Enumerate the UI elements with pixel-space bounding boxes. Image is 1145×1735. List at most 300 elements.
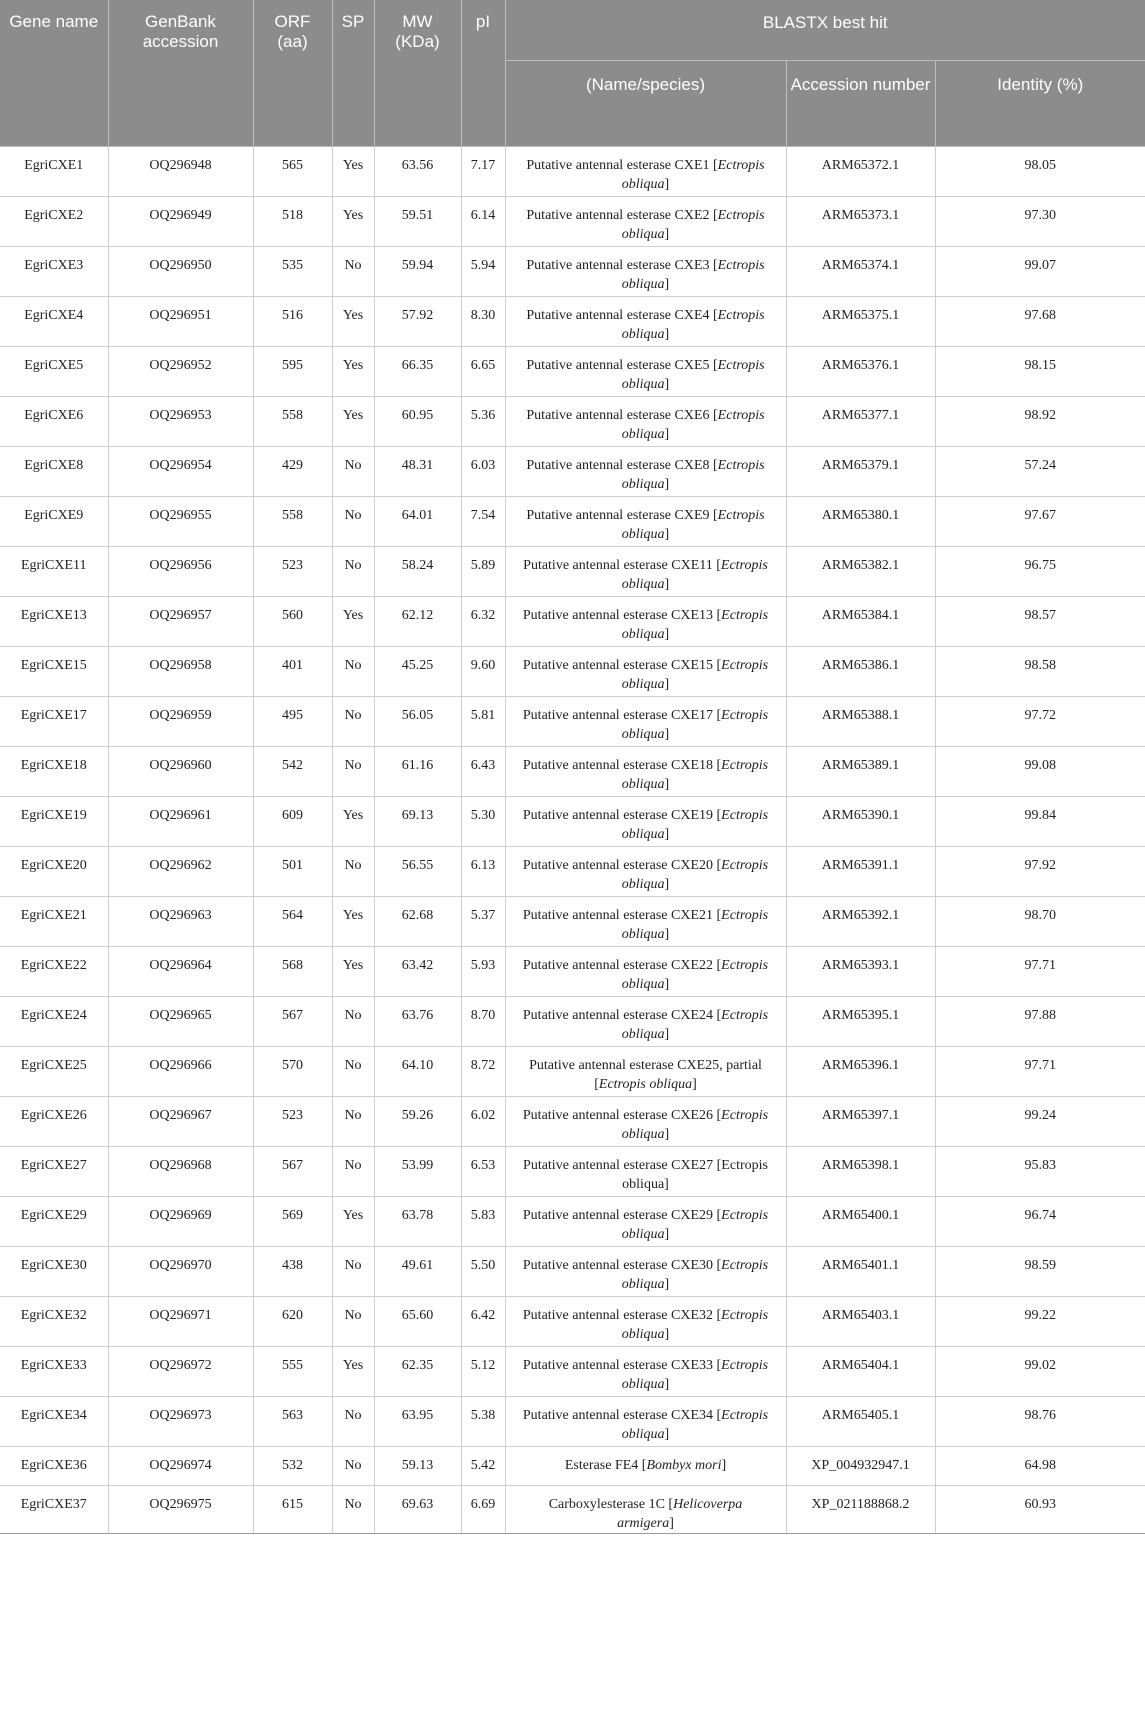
hit-species: Bombyx mori [646,1458,722,1473]
cell-blastx-hit [505,897,786,947]
cell-mw: 59.13 [374,1447,461,1486]
cell-orf: 569 [253,1197,332,1247]
cell-orf: 518 [253,197,332,247]
cell-gene-name: EgriCXE33 [0,1347,108,1397]
cell-sp: Yes [332,197,374,247]
cell-blastx-hit [505,247,786,297]
cell-mw: 56.55 [374,847,461,897]
cell-accession: XP_004932947.1 [786,1447,935,1486]
hit-name: Putative antennal esterase CXE4 [ [526,308,718,323]
cell-mw: 60.95 [374,397,461,447]
cell-mw: 56.05 [374,697,461,747]
cell-mw: 62.68 [374,897,461,947]
cell-sp: No [332,1097,374,1147]
hit-species: Ectropis obliqua [621,658,769,692]
cell-blastx-hit [505,597,786,647]
cell-pi: 5.12 [461,1347,505,1397]
hit-species: Ectropis obliqua [621,908,769,942]
cell-sp: No [332,1297,374,1347]
hit-species: Ectropis obliqua [621,708,769,742]
cell-gene-name: EgriCXE27 [0,1147,108,1197]
cell-orf: 615 [253,1486,332,1534]
table-header [0,0,1145,147]
cell-gene-name: EgriCXE36 [0,1447,108,1486]
hit-bracket-close: ] [669,1516,674,1531]
hit-name: Putative antennal esterase CXE6 [ [526,408,718,423]
hit-bracket-close: ] [664,1377,670,1392]
cell-orf: 523 [253,547,332,597]
cell-gene-name: EgriCXE20 [0,847,108,897]
hit-bracket-close: ] [664,1227,670,1242]
cell-identity: 97.67 [935,497,1145,547]
cell-orf: 560 [253,597,332,647]
cell-blastx-hit [505,197,786,247]
hit-species: Ectropis obliqua [621,558,768,592]
cell-orf: 558 [253,397,332,447]
table-row [0,347,1145,397]
cell-genbank: OQ296959 [108,697,253,747]
hit-species: Ectropis obliqua [621,1408,769,1442]
cell-pi: 7.54 [461,497,505,547]
cell-pi: 6.69 [461,1486,505,1534]
cell-accession: ARM65372.1 [786,147,935,197]
hit-bracket-close: ] [664,627,670,642]
cell-identity: 98.59 [935,1247,1145,1297]
cell-genbank: OQ296957 [108,597,253,647]
cell-sp: No [332,1397,374,1447]
cell-blastx-hit [505,1486,786,1534]
cell-genbank: OQ296952 [108,347,253,397]
cell-accession: ARM65393.1 [786,947,935,997]
hit-species: Ectropis obliqua [621,308,765,342]
hit-bracket-close: ] [664,977,670,992]
hit-bracket-close: ] [664,327,670,342]
cell-blastx-hit [505,847,786,897]
table-row [0,247,1145,297]
cell-pi: 9.60 [461,647,505,697]
cell-accession: ARM65380.1 [786,497,935,547]
hit-species: Helicoverpa armigera [617,1497,743,1531]
cell-gene-name: EgriCXE9 [0,497,108,547]
cell-sp: No [332,1447,374,1486]
hit-species: Ectropis obliqua [621,1008,769,1042]
cell-mw: 63.95 [374,1397,461,1447]
cell-genbank: OQ296955 [108,497,253,547]
cell-gene-name: EgriCXE5 [0,347,108,397]
table-row [0,197,1145,247]
cell-pi: 6.53 [461,1147,505,1197]
cell-sp: No [332,847,374,897]
hit-name: Esterase FE4 [ [564,1458,647,1473]
cell-pi: 5.50 [461,1247,505,1297]
hit-species: Ectropis obliqua [621,858,769,892]
cell-gene-name: EgriCXE18 [0,747,108,797]
cell-orf: 542 [253,747,332,797]
cell-accession: ARM65374.1 [786,247,935,297]
cell-pi: 6.02 [461,1097,505,1147]
cell-genbank: OQ296965 [108,997,253,1047]
table-row [0,697,1145,747]
cell-sp: No [332,447,374,497]
hit-bracket-close: ] [664,1277,670,1292]
cell-blastx-hit [505,1297,786,1347]
cell-sp: No [332,547,374,597]
cell-identity: 99.24 [935,1097,1145,1147]
hit-bracket-close: ] [664,277,670,292]
cell-accession: ARM65386.1 [786,647,935,697]
cell-mw: 61.16 [374,747,461,797]
cell-gene-name: EgriCXE3 [0,247,108,297]
cell-genbank: OQ296967 [108,1097,253,1147]
cell-accession: ARM65392.1 [786,897,935,947]
table-row [0,1197,1145,1247]
header-accession-number: Accession number [786,61,935,147]
cell-accession: ARM65400.1 [786,1197,935,1247]
cell-sp: Yes [332,1197,374,1247]
cell-genbank: OQ296975 [108,1486,253,1534]
cell-gene-name: EgriCXE11 [0,547,108,597]
cell-mw: 49.61 [374,1247,461,1297]
cell-blastx-hit [505,447,786,497]
table-row [0,1047,1145,1097]
cell-identity: 98.70 [935,897,1145,947]
table-row [0,1397,1145,1447]
cell-pi: 6.32 [461,597,505,647]
cell-sp: Yes [332,147,374,197]
cell-sp: Yes [332,597,374,647]
hit-name: Putative antennal esterase CXE20 [ [522,858,722,873]
cell-identity: 97.30 [935,197,1145,247]
cell-gene-name: EgriCXE29 [0,1197,108,1247]
cell-sp: Yes [332,397,374,447]
hit-bracket-close: ] [664,177,670,192]
cell-mw: 62.12 [374,597,461,647]
header-genbank: GenBank accession [108,0,253,147]
cell-sp: No [332,647,374,697]
cell-identity: 99.07 [935,247,1145,297]
hit-name: Putative antennal esterase CXE32 [ [522,1308,722,1323]
hit-bracket-close: ] [664,727,670,742]
cell-blastx-hit [505,647,786,697]
cell-blastx-hit [505,1347,786,1397]
cell-blastx-hit [505,747,786,797]
cell-genbank: OQ296971 [108,1297,253,1347]
cell-accession: XP_021188868.2 [786,1486,935,1534]
hit-bracket-close: ] [664,1027,670,1042]
cell-genbank: OQ296963 [108,897,253,947]
cell-blastx-hit [505,1097,786,1147]
cell-pi: 8.70 [461,997,505,1047]
cell-identity: 99.84 [935,797,1145,847]
cell-orf: 563 [253,1397,332,1447]
cell-sp: No [332,1486,374,1534]
cell-orf: 495 [253,697,332,747]
cell-identity: 96.74 [935,1197,1145,1247]
hit-species: Ectropis obliqua [621,408,765,442]
cell-genbank: OQ296951 [108,297,253,347]
header-identity: Identity (%) [935,61,1145,147]
cell-blastx-hit [505,697,786,747]
cell-accession: ARM65397.1 [786,1097,935,1147]
cell-mw: 48.31 [374,447,461,497]
hit-bracket-close: ] [664,827,670,842]
table-row [0,1447,1145,1486]
cell-gene-name: EgriCXE30 [0,1247,108,1297]
cell-identity: 98.92 [935,397,1145,447]
cell-genbank: OQ296966 [108,1047,253,1097]
cell-sp: Yes [332,797,374,847]
cell-mw: 63.42 [374,947,461,997]
cell-orf: 516 [253,297,332,347]
cell-identity: 97.72 [935,697,1145,747]
cell-sp: No [332,247,374,297]
cell-identity: 96.75 [935,547,1145,597]
hit-name: Putative antennal esterase CXE13 [ [522,608,722,623]
hit-name: Putative antennal esterase CXE21 [ [522,908,722,923]
cell-orf: 620 [253,1297,332,1347]
hit-bracket-close: ] [664,527,670,542]
cell-mw: 53.99 [374,1147,461,1197]
cell-mw: 64.10 [374,1047,461,1097]
cell-pi: 8.72 [461,1047,505,1097]
hit-name: Putative antennal esterase CXE17 [ [522,708,722,723]
hit-species: Ectropis obliqua [621,1108,769,1142]
cell-sp: No [332,997,374,1047]
cell-pi: 5.42 [461,1447,505,1486]
cell-orf: 555 [253,1347,332,1397]
cell-orf: 523 [253,1097,332,1147]
cell-orf: 535 [253,247,332,297]
hit-name: Putative antennal esterase CXE24 [ [522,1008,722,1023]
cell-genbank: OQ296950 [108,247,253,297]
hit-species: Ectropis obliqua [621,208,765,242]
header-sp: SP [332,0,374,147]
cell-identity: 98.05 [935,147,1145,197]
table-row [0,297,1145,347]
cell-orf: 501 [253,847,332,897]
hit-species: Ectropis obliqua [621,808,769,842]
hit-name: Putative antennal esterase CXE2 [ [526,208,718,223]
cell-genbank: OQ296948 [108,147,253,197]
cell-gene-name: EgriCXE34 [0,1397,108,1447]
cell-identity: 98.15 [935,347,1145,397]
header-gene-name: Gene name [0,0,108,147]
cell-pi: 6.03 [461,447,505,497]
hit-species: Ectropis obliqua [621,258,765,292]
table-row [0,847,1145,897]
cell-accession: ARM65373.1 [786,197,935,247]
table-row [0,597,1145,647]
cell-mw: 63.76 [374,997,461,1047]
hit-species: Ectropis obliqua [621,1258,769,1292]
cell-gene-name: EgriCXE22 [0,947,108,997]
cell-blastx-hit [505,497,786,547]
hit-bracket-close: ] [664,1127,670,1142]
hit-bracket-close: ] [664,777,670,792]
cell-sp: No [332,1047,374,1097]
cell-accession: ARM65398.1 [786,1147,935,1197]
cell-mw: 58.24 [374,547,461,597]
cell-blastx-hit [505,547,786,597]
header-name-species: (Name/species) [505,61,786,147]
hit-name: Putative antennal esterase CXE26 [ [522,1108,722,1123]
cell-accession: ARM65403.1 [786,1297,935,1347]
cell-accession: ARM65405.1 [786,1397,935,1447]
hit-species: Ectropis obliqua [621,158,765,192]
cell-sp: No [332,1247,374,1297]
hit-bracket-close: ] [664,577,670,592]
cell-mw: 45.25 [374,647,461,697]
hit-name: Putative antennal esterase CXE8 [ [526,458,718,473]
hit-species: Ectropis obliqua [621,958,769,992]
cell-pi: 5.30 [461,797,505,847]
hit-species: Ectropis obliqua [621,1308,769,1342]
hit-name: Putative antennal esterase CXE29 [ [522,1208,722,1223]
cell-gene-name: EgriCXE15 [0,647,108,697]
cell-sp: No [332,747,374,797]
hit-bracket-close: ] [664,877,670,892]
cell-mw: 59.51 [374,197,461,247]
cell-sp: No [332,697,374,747]
cell-genbank: OQ296974 [108,1447,253,1486]
cell-gene-name: EgriCXE26 [0,1097,108,1147]
table-row [0,447,1145,497]
hit-species: Ectropis obliqua [598,1077,693,1092]
cell-identity: 99.02 [935,1347,1145,1397]
cell-genbank: OQ296972 [108,1347,253,1397]
table-row [0,1247,1145,1297]
cell-orf: 570 [253,1047,332,1097]
cell-orf: 532 [253,1447,332,1486]
cell-genbank: OQ296973 [108,1397,253,1447]
hit-bracket-close: ] [664,377,670,392]
hit-name: Putative antennal esterase CXE18 [ [522,758,722,773]
cell-orf: 438 [253,1247,332,1297]
hit-bracket-close: ] [664,227,670,242]
header-pi: pI [461,0,505,147]
cell-pi: 5.93 [461,947,505,997]
cell-identity: 57.24 [935,447,1145,497]
cell-genbank: OQ296956 [108,547,253,597]
cell-orf: 401 [253,647,332,697]
cell-sp: Yes [332,297,374,347]
cell-pi: 7.17 [461,147,505,197]
cell-identity: 99.22 [935,1297,1145,1347]
cell-orf: 565 [253,147,332,197]
hit-name: Putative antennal esterase CXE3 [ [526,258,718,273]
cell-genbank: OQ296969 [108,1197,253,1247]
cell-gene-name: EgriCXE21 [0,897,108,947]
cell-blastx-hit [505,797,786,847]
cell-blastx-hit [505,1447,786,1486]
cell-sp: No [332,497,374,547]
cell-accession: ARM65382.1 [786,547,935,597]
hit-name: Putative antennal esterase CXE25, partial [ [529,1058,762,1092]
cell-orf: 595 [253,347,332,397]
cell-mw: 59.94 [374,247,461,297]
cell-mw: 64.01 [374,497,461,547]
table-row [0,947,1145,997]
cell-identity: 64.98 [935,1447,1145,1486]
cell-pi: 5.81 [461,697,505,747]
cell-mw: 63.56 [374,147,461,197]
cell-blastx-hit [505,347,786,397]
cell-genbank: OQ296968 [108,1147,253,1197]
cell-pi: 6.14 [461,197,505,247]
cell-identity: 97.71 [935,1047,1145,1097]
hit-species: Ectropis obliqua [621,508,765,542]
cell-gene-name: EgriCXE19 [0,797,108,847]
table-body [0,147,1145,1534]
hit-species: Ectropis obliqua [621,1208,769,1242]
table-row [0,897,1145,947]
hit-name: Putative antennal esterase CXE34 [ [522,1408,722,1423]
header-mw: MW (KDa) [374,0,461,147]
hit-bracket-close: ] [664,477,670,492]
cell-sp: No [332,1147,374,1197]
cell-accession: ARM65401.1 [786,1247,935,1297]
hit-bracket-close: ] [664,1427,670,1442]
cell-accession: ARM65391.1 [786,847,935,897]
cell-mw: 62.35 [374,1347,461,1397]
hit-bracket-close: ] [664,427,670,442]
hit-bracket-close: ] [721,1458,727,1473]
header-orf: ORF (aa) [253,0,332,147]
hit-species: Ectropis obliqua [621,758,769,792]
cell-gene-name: EgriCXE8 [0,447,108,497]
cell-identity: 97.88 [935,997,1145,1047]
cell-pi: 5.36 [461,397,505,447]
cell-identity: 97.71 [935,947,1145,997]
cell-blastx-hit [505,297,786,347]
hit-species: Ectropis obliqua [621,1358,769,1392]
hit-name: Putative antennal esterase CXE1 [ [526,158,718,173]
table-row [0,1147,1145,1197]
cell-mw: 66.35 [374,347,461,397]
cell-pi: 5.94 [461,247,505,297]
cell-orf: 609 [253,797,332,847]
hit-name: Putative antennal esterase CXE11 [ [523,558,721,573]
table-row [0,1486,1145,1534]
cell-gene-name: EgriCXE37 [0,1486,108,1534]
cell-gene-name: EgriCXE24 [0,997,108,1047]
cell-accession: ARM65404.1 [786,1347,935,1397]
cell-accession: ARM65395.1 [786,997,935,1047]
hit-name: Carboxylesterase 1C [ [548,1497,674,1512]
cell-blastx-hit [505,1397,786,1447]
cell-identity: 97.68 [935,297,1145,347]
cell-mw: 63.78 [374,1197,461,1247]
cell-pi: 8.30 [461,297,505,347]
hit-name: Putative antennal esterase CXE9 [ [526,508,718,523]
cell-identity: 99.08 [935,747,1145,797]
cell-accession: ARM65390.1 [786,797,935,847]
cell-pi: 6.43 [461,747,505,797]
cell-genbank: OQ296954 [108,447,253,497]
hit-name: Putative antennal esterase CXE27 [Ectropis obliqua] [523,1158,768,1192]
cell-gene-name: EgriCXE25 [0,1047,108,1097]
cell-gene-name: EgriCXE1 [0,147,108,197]
cell-blastx-hit [505,397,786,447]
cell-blastx-hit [505,1247,786,1297]
cell-blastx-hit [505,147,786,197]
cell-blastx-hit [505,1147,786,1197]
hit-name: Putative antennal esterase CXE30 [ [522,1258,722,1273]
hit-species: Ectropis obliqua [621,608,769,642]
table-row [0,997,1145,1047]
hit-name: Putative antennal esterase CXE5 [ [526,358,718,373]
cell-orf: 567 [253,997,332,1047]
